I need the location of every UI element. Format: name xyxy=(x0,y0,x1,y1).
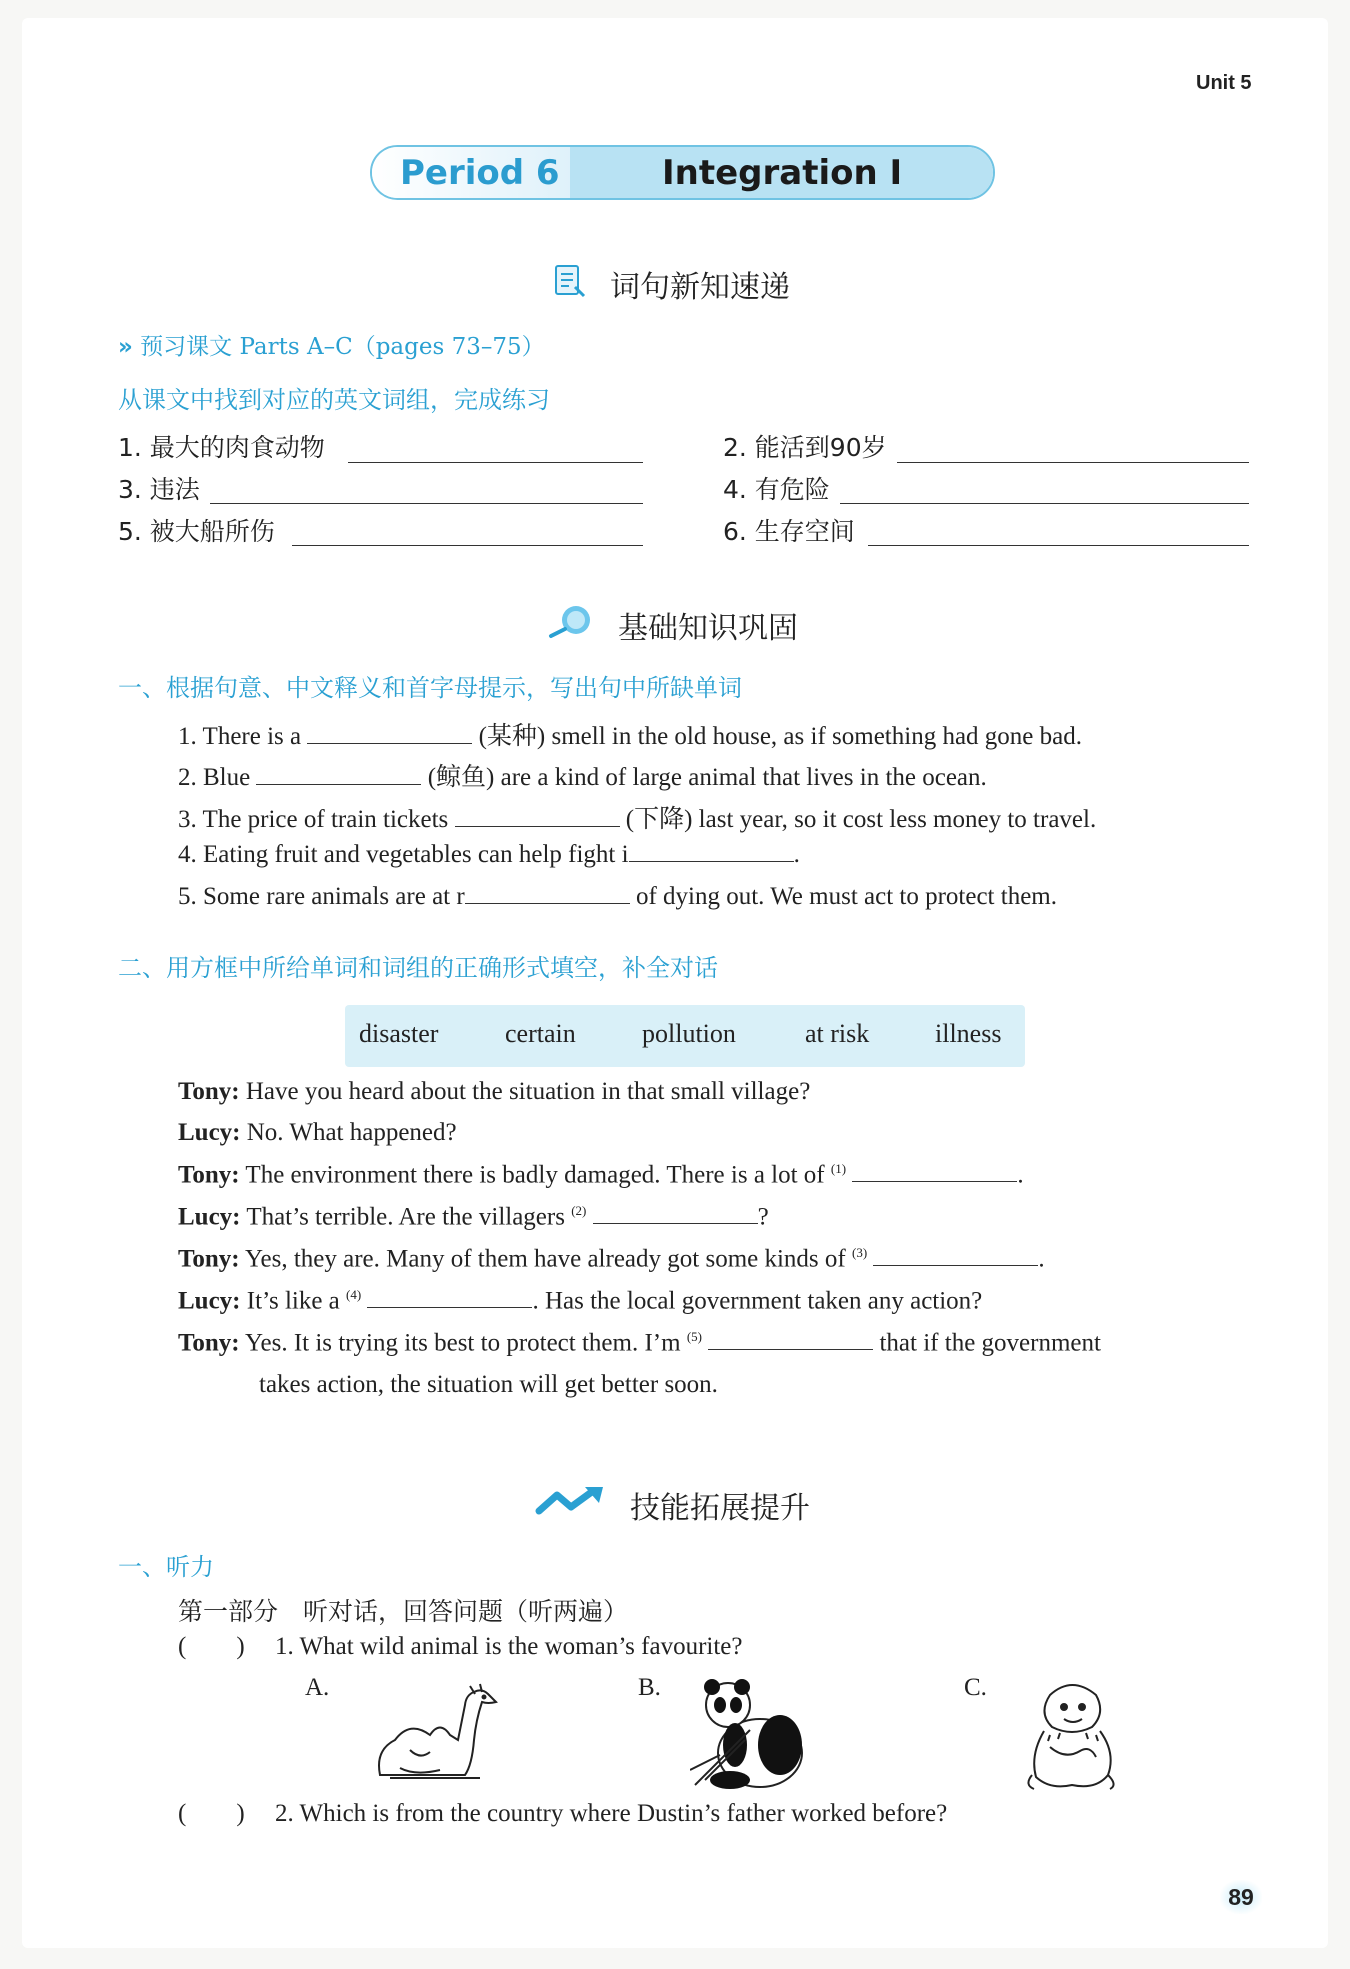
dialogue-line: Tony: Yes. It is trying its best to protect them. I’m $^{(5)}$ that if the government xyxy=(178,1329,1101,1357)
answer-paren-2[interactable]: ( ) xyxy=(178,1800,245,1827)
dialogue-blank-5[interactable] xyxy=(708,1349,873,1350)
option-a-label: A. xyxy=(305,1674,330,1701)
monkey-picture[interactable] xyxy=(1020,1675,1125,1800)
dialogue-blank-2[interactable] xyxy=(593,1223,758,1224)
answer-blank-4[interactable] xyxy=(629,861,794,862)
section-heading-basics: 基础知识巩固 xyxy=(618,611,798,646)
vocab-item-3: 3. 违法 xyxy=(118,475,200,504)
dialogue-blank-1[interactable] xyxy=(852,1181,1017,1182)
answer-blank-2[interactable] xyxy=(256,784,421,785)
vocab-item-6: 6. 生存空间 xyxy=(723,517,855,546)
dialogue-blank-4[interactable] xyxy=(367,1307,532,1308)
period-label: Period 6 xyxy=(400,153,560,193)
vocab-blank-5[interactable] xyxy=(292,545,643,546)
dialogue-blank-3[interactable] xyxy=(873,1265,1038,1266)
section-heading-vocab: 词句新知速递 xyxy=(610,270,790,305)
dialogue-continuation: takes action, the situation will get better soon. xyxy=(259,1371,718,1398)
page-number: 89 xyxy=(1220,1880,1262,1914)
answer-blank-3[interactable] xyxy=(455,826,620,827)
vocab-blank-3[interactable] xyxy=(210,503,643,504)
word-option: certain xyxy=(505,1019,576,1048)
word-option: disaster xyxy=(359,1019,439,1048)
vocab-item-5: 5. 被大船所伤 xyxy=(118,517,275,546)
question-5: 5. Some rare animals are at r of dying out. We must act to protect them. xyxy=(178,883,1057,910)
instruction-vocab: 从课文中找到对应的英文词组，完成练习 xyxy=(118,386,550,414)
vocab-blank-6[interactable] xyxy=(868,545,1249,546)
listening-instruction: 第一部分 听对话，回答问题（听两遍） xyxy=(178,1597,629,1626)
vocab-item-1: 1. 最大的肉食动物 xyxy=(118,433,325,462)
dialogue-line: Tony: Have you heard about the situation in that small village? xyxy=(178,1078,811,1105)
word-option: pollution xyxy=(642,1019,736,1048)
preview-note: » 预习课文 Parts A–C（pages 73–75） xyxy=(118,334,545,360)
vocab-item-4: 4. 有危险 xyxy=(723,475,830,504)
magnifier-icon xyxy=(545,603,595,644)
word-option: illness xyxy=(935,1019,1002,1048)
listening-question-1: 1. What wild animal is the woman’s favourite? xyxy=(275,1633,743,1660)
dialogue-line: Lucy: It’s like a $^{(4)}$ . Has the local government taken any action? xyxy=(178,1287,983,1315)
question-1: 1. There is a (某种) smell in the old house, as if something had gone bad. xyxy=(178,723,1082,750)
trend-up-icon xyxy=(535,1485,607,1524)
dialogue-line: Lucy: That’s terrible. Are the villagers $^{(2)}$ ? xyxy=(178,1203,769,1231)
camel-picture[interactable] xyxy=(370,1680,505,1795)
dialogue-line: Tony: The environment there is badly damaged. There is a lot of $^{(1)}$ . xyxy=(178,1161,1024,1189)
lesson-title: Integration I xyxy=(662,153,903,193)
listening-question-2: 2. Which is from the country where Dustin’s father worked before? xyxy=(275,1800,948,1827)
part1-instruction: 一、根据句意、中文释义和首字母提示，写出句中所缺单词 xyxy=(118,674,742,702)
double-chevron-icon: » xyxy=(118,334,133,360)
unit-label: Unit 5 xyxy=(1196,72,1252,94)
answer-blank-5[interactable] xyxy=(465,903,630,904)
vocab-blank-4[interactable] xyxy=(840,503,1249,504)
vocab-blank-2[interactable] xyxy=(897,462,1249,463)
question-3: 3. The price of train tickets (下降) last year, so it cost less money to travel. xyxy=(178,806,1097,833)
vocab-blank-1[interactable] xyxy=(348,462,643,463)
section-heading-skills: 技能拓展提升 xyxy=(630,1491,810,1526)
dialogue-line: Lucy: No. What happened? xyxy=(178,1119,457,1146)
notebook-icon xyxy=(553,263,587,304)
vocab-item-2: 2. 能活到90岁 xyxy=(723,433,887,462)
option-b-label: B. xyxy=(638,1674,661,1701)
word-option: at risk xyxy=(805,1019,870,1048)
panda-picture[interactable] xyxy=(690,1675,820,1800)
dialogue-line: Tony: Yes, they are. Many of them have already got some kinds of $^{(3)}$ . xyxy=(178,1245,1045,1273)
listening-title: 一、听力 xyxy=(118,1553,214,1581)
question-4: 4. Eating fruit and vegetables can help fight i . xyxy=(178,841,800,868)
part2-instruction: 二、用方框中所给单词和词组的正确形式填空，补全对话 xyxy=(118,954,718,982)
answer-blank-1[interactable] xyxy=(307,743,472,744)
question-2: 2. Blue (鲸鱼) are a kind of large animal that lives in the ocean. xyxy=(178,764,987,791)
word-box xyxy=(345,1005,1025,1067)
answer-paren-1[interactable]: ( ) xyxy=(178,1633,245,1660)
period-banner xyxy=(370,145,995,200)
option-c-label: C. xyxy=(964,1674,987,1701)
